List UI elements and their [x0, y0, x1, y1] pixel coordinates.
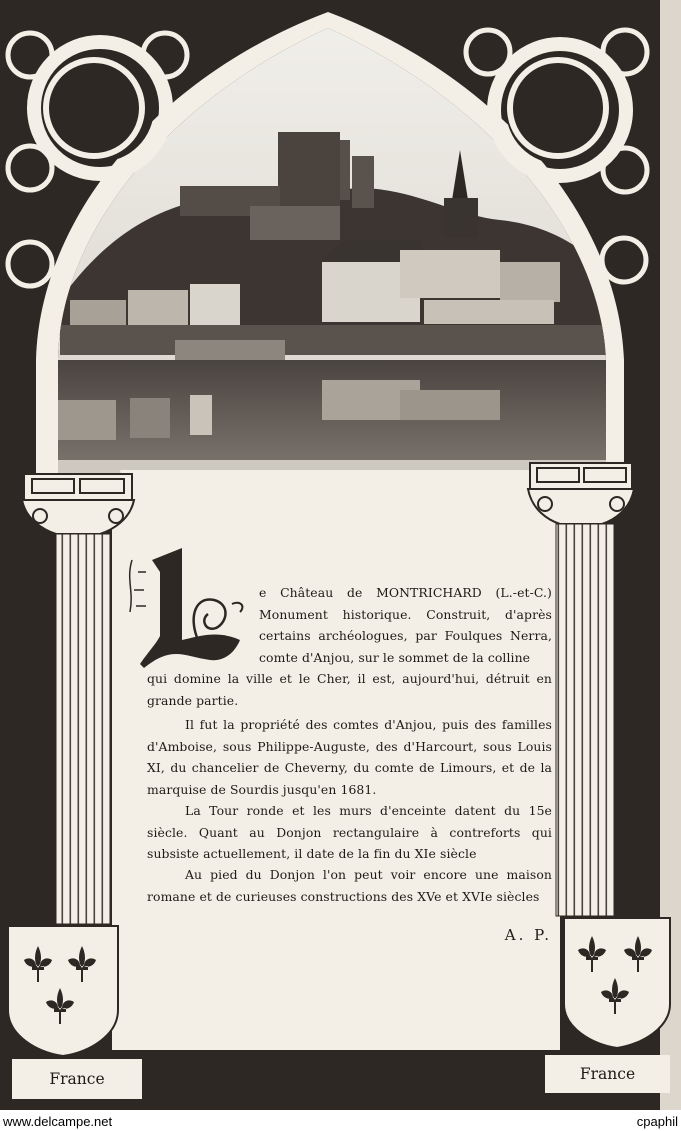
paragraph-2: Il fut la propriété des comtes d'Anjou, puis des familles d'Amboise, sous Philippe-Auguste, des d'Harcourt, sous Louis XI, du chancelier de Cheverny, du comte de Limours, et de la marquise de Sourdis jusqu'en 1681.: [147, 717, 552, 797]
signature: A. P.: [504, 926, 552, 944]
paragraph-3: La Tour ronde et les murs d'enceinte datent du 15e siècle. Quant au Donjon rectangulaire à contreforts qui subsiste actuellement, il date de la fin du XIe siècle: [147, 803, 552, 862]
france-label-right: France: [545, 1055, 670, 1093]
paragraph-1: [147, 582, 552, 712]
text-panel: [132, 540, 562, 1040]
paragraph-1-rest: qui domine la ville et le Cher, il est, aujourd'hui, détruit en grande partie.: [147, 671, 552, 708]
fleur-de-lis-shield-right: [564, 918, 670, 1048]
france-label-left: France: [12, 1059, 142, 1099]
paragraph-1-first: e Château de MONTRICHARD (L.-et-C.) Monument historique. Construit, d'après certains archéologues, par Foulques Nerra, comte d'Anjou, sur le sommet de la colline: [259, 585, 552, 665]
footer-seller-name: cpaphil: [636, 1114, 678, 1129]
footer-bar: [0, 1112, 681, 1131]
paragraph-4: Au pied du Donjon l'on peut voir encore une maison romane et de curieuses constructions des XVe et XVIe siècles: [147, 867, 552, 904]
footer-site-link[interactable]: www.delcampe.net: [3, 1114, 113, 1129]
fleur-de-lis-shield-left: [8, 926, 118, 1056]
